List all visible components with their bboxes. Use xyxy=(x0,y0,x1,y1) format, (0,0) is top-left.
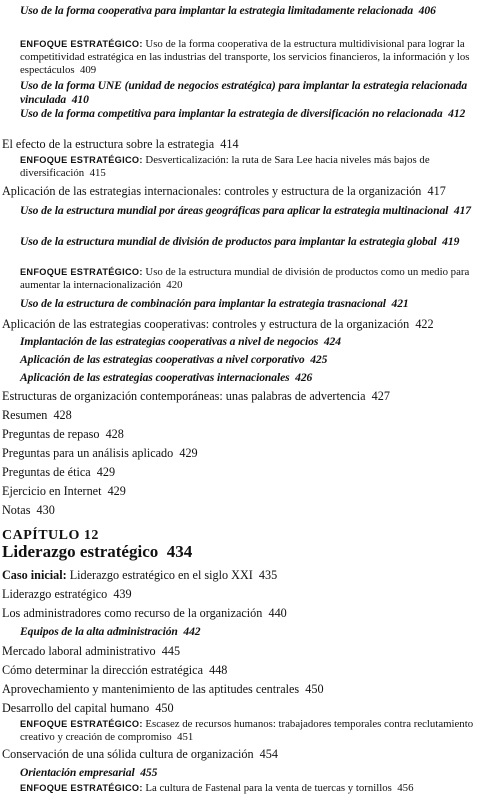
section-entry xyxy=(0,465,460,479)
section-entry xyxy=(0,606,460,620)
section-entry xyxy=(0,682,460,696)
entry-page-number: 414 xyxy=(220,137,239,151)
entry-page-number: 429 xyxy=(96,465,116,479)
entry-page-number: 422 xyxy=(415,317,434,331)
entry-page-number: 454 xyxy=(259,747,278,761)
section-entry xyxy=(0,427,460,441)
entry-title: Equipos de la alta administración xyxy=(20,625,178,638)
entry-page-number: 409 xyxy=(79,64,97,76)
entry-page-number: 427 xyxy=(371,389,390,403)
entry-page-number: 429 xyxy=(179,446,198,460)
section-entry xyxy=(0,184,460,198)
entry-page-number: 435 xyxy=(258,568,278,582)
section-entry xyxy=(0,503,460,517)
focus-entry xyxy=(0,782,478,795)
entry-page-number: 415 xyxy=(89,167,106,179)
entry-page-number: 406 xyxy=(418,4,436,17)
entry-title: Estructuras de organización contemporáneas: unas palabras de advertencia xyxy=(2,389,366,403)
section-entry xyxy=(0,408,460,422)
subsection-entry xyxy=(0,625,478,639)
entry-title: Preguntas para un análisis aplicado xyxy=(2,446,174,460)
subsection-entry xyxy=(0,766,478,780)
focus-entry xyxy=(0,38,478,77)
entry-page-number: 417 xyxy=(427,184,446,198)
subsection-entry xyxy=(0,335,478,349)
entry-title: Notas xyxy=(2,503,31,517)
entry-title: Uso de la forma competitiva para implantar la estrategia de diversificación no relacionada xyxy=(20,107,443,120)
entry-page-number: 428 xyxy=(53,408,72,422)
entry-title: Uso de la estructura mundial de división de productos para implantar la estrategia global xyxy=(20,235,437,248)
entry-title: Conservación de una sólida cultura de organización xyxy=(2,747,254,761)
entry-page-number: 439 xyxy=(113,587,132,601)
section-entry xyxy=(0,644,460,658)
entry-title: Uso de la estructura de combinación para implantar la estrategia trasnacional xyxy=(20,297,386,310)
entry-title: Orientación empresarial xyxy=(20,766,135,779)
section-entry xyxy=(0,568,460,582)
section-entry xyxy=(0,663,460,677)
entry-page-number: 455 xyxy=(140,766,158,779)
entry-lead: Caso inicial: xyxy=(2,568,67,582)
entry-title: Desverticalización: la ruta de Sara Lee hacia niveles más bajos de diversificación xyxy=(20,154,430,179)
entry-title: Desarrollo del capital humano xyxy=(2,701,150,715)
entry-page-number: 419 xyxy=(442,235,460,248)
section-entry xyxy=(0,747,460,761)
subsection-entry xyxy=(0,79,478,107)
section-entry xyxy=(0,587,460,601)
entry-title: La cultura de Fastenal para la venta de tuercas y tornillos xyxy=(145,782,392,794)
entry-page-number: 420 xyxy=(166,279,183,291)
focus-tag: ENFOQUE ESTRATÉGICO: xyxy=(20,783,143,793)
entry-title: Aplicación de las estrategias cooperativas: controles y estructura de la organización xyxy=(2,317,410,331)
section-entry xyxy=(0,137,460,151)
entry-page-number: 430 xyxy=(36,503,55,517)
entry-title: Los administradores como recurso de la organización xyxy=(2,606,263,620)
focus-tag: ENFOQUE ESTRATÉGICO: xyxy=(20,719,143,729)
entry-title: Resumen xyxy=(2,408,48,422)
entry-page-number: 425 xyxy=(310,353,328,366)
entry-page-number: 426 xyxy=(295,371,313,384)
entry-title: Preguntas de repaso xyxy=(2,427,100,441)
entry-title: Aplicación de las estrategias internacionales: controles y estructura de la organización xyxy=(2,184,422,198)
entry-title: Liderazgo estratégico en el siglo XXI xyxy=(69,568,253,582)
focus-entry xyxy=(0,154,478,180)
subsection-entry xyxy=(0,107,478,121)
section-entry xyxy=(0,317,460,331)
entry-title: Uso de la estructura mundial de división de productos como un medio para aumentar la internacionalización xyxy=(20,266,470,291)
subsection-entry xyxy=(0,353,478,367)
entry-page-number: 410 xyxy=(71,93,89,106)
section-entry xyxy=(0,389,460,403)
subsection-entry xyxy=(0,4,478,18)
entry-page-number: 448 xyxy=(209,663,228,677)
chapter-page-number: 434 xyxy=(166,542,193,561)
subsection-entry xyxy=(0,297,478,311)
chapter-title-text: Liderazgo estratégico xyxy=(2,542,159,561)
chapter-title xyxy=(2,542,193,561)
entry-page-number: 440 xyxy=(268,606,287,620)
entry-page-number: 412 xyxy=(448,107,466,120)
entry-title: Aprovechamiento y mantenimiento de las aptitudes centrales xyxy=(2,682,300,696)
entry-title: Mercado laboral administrativo xyxy=(2,644,156,658)
entry-title: Liderazgo estratégico xyxy=(2,587,108,601)
entry-title: Preguntas de ética xyxy=(2,465,91,479)
entry-title: Uso de la forma UNE (unidad de negocios estratégica) para implantar la estrategia relacionada vinculada xyxy=(20,79,468,106)
entry-title: El efecto de la estructura sobre la estrategia xyxy=(2,137,215,151)
entry-title: Cómo determinar la dirección estratégica xyxy=(2,663,204,677)
entry-title: Uso de la estructura mundial por áreas geográficas para aplicar la estrategia multinacional xyxy=(20,204,449,217)
entry-page-number: 450 xyxy=(155,701,174,715)
chapter-label: CAPÍTULO 12 xyxy=(2,528,99,543)
section-entry xyxy=(0,446,460,460)
entry-page-number: 421 xyxy=(391,297,409,310)
entry-page-number: 417 xyxy=(453,204,471,217)
entry-page-number: 450 xyxy=(305,682,324,696)
entry-page-number: 456 xyxy=(397,782,414,794)
entry-title: Aplicación de las estrategias cooperativas a nivel corporativo xyxy=(20,353,305,366)
section-entry xyxy=(0,484,460,498)
entry-title: Uso de la forma cooperativa para implantar la estrategia limitadamente relacionada xyxy=(20,4,414,17)
focus-tag: ENFOQUE ESTRATÉGICO: xyxy=(20,155,143,165)
entry-page-number: 442 xyxy=(183,625,201,638)
entry-title: Ejercicio en Internet xyxy=(2,484,102,498)
entry-title: Escasez de recursos humanos: trabajadores temporales contra reclutamiento creativo y creación de compromiso xyxy=(20,718,474,743)
section-entry xyxy=(0,701,460,715)
entry-title: Aplicación de las estrategias cooperativas internacionales xyxy=(20,371,290,384)
focus-tag: ENFOQUE ESTRATÉGICO: xyxy=(20,267,143,277)
focus-entry xyxy=(0,718,478,744)
subsection-entry xyxy=(0,371,478,385)
entry-page-number: 429 xyxy=(107,484,126,498)
entry-title: Implantación de las estrategias cooperativas a nivel de negocios xyxy=(20,335,319,348)
entry-page-number: 451 xyxy=(177,731,194,743)
subsection-entry xyxy=(0,235,478,249)
entry-page-number: 445 xyxy=(161,644,181,658)
entry-page-number: 424 xyxy=(323,335,341,348)
entry-page-number: 428 xyxy=(105,427,124,441)
entry-title: Uso de la forma cooperativa de la estructura multidivisional para lograr la competitividad estratégica en las industrias del transporte, los servicios financieros, la información y los espectáculos xyxy=(20,38,470,76)
subsection-entry xyxy=(0,204,478,218)
focus-tag: ENFOQUE ESTRATÉGICO: xyxy=(20,39,143,49)
focus-entry xyxy=(0,266,478,292)
